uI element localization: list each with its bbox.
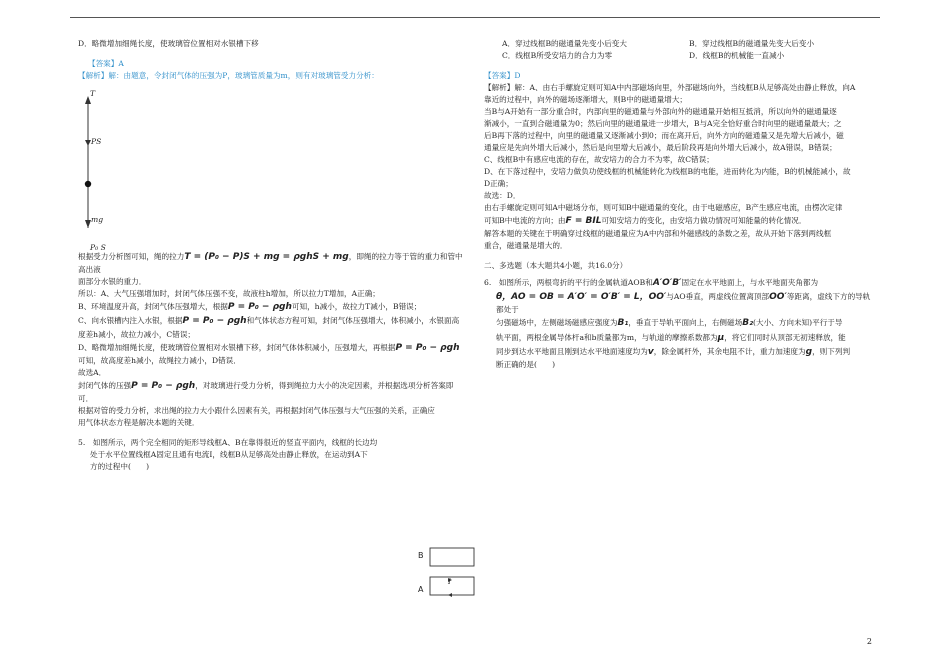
left-column — [78, 38, 470, 473]
q5-figure — [418, 545, 478, 605]
para-11: 可． — [78, 393, 94, 403]
r-para-4: 渐减小，一直到合磁通量为0；然后向里的磁通量进一步增大，B与A完全恰好重合时向里的磁通量最大；之 — [484, 118, 842, 128]
q6-line-1b: θ，AO = OB = A′O′ = O′B′ = L，OO′与AO垂直，两虚线位置离顶部OO′等距离，虚线下方的导轨都处于 — [496, 292, 871, 315]
r-para-14: 重合，磁通量是增大的． — [484, 240, 568, 250]
r-para-12: 可知B中电流的方向；由F = BIL可知安培力的变化，由安培力做功情况可知能量的转化情况． — [484, 215, 807, 226]
q6-line-1: 6. 如图所示，两根弯折的平行的金属轨道AOB和A′O′B′固定在水平地面上，与水平地面夹角都为 — [484, 277, 819, 288]
q6-line-2: 匀强磁场中，左侧磁场磁感应强度为B₁，垂直于导轨平面向上，右侧磁场B₂(大小、方向未知)平行于导 — [496, 318, 843, 329]
right-column — [484, 38, 876, 371]
q6-line-4: 同步到达水平地面且刚到达水平地面速度均为v，除金属杆外，其余电阻不计，重力加速度为g，则下列判 — [496, 346, 851, 357]
q5-label-I: I — [448, 578, 451, 586]
q5-line-3: 方的过程中( ) — [90, 461, 150, 471]
r-para-9: D正确； — [484, 178, 513, 188]
option-d-text: D．略微增加细绳长度，使玻璃管位置相对水银槽下移 — [78, 39, 259, 48]
r-para-3: 当B与A开始有一部分重合时，内部向里的磁通量与外部向外的磁通量开始相互抵消，所以向外的磁通量逐 — [484, 106, 837, 116]
para-8: 可知，故高度差h减小，故绳拉力减小，D错误． — [78, 355, 241, 365]
q5-line-2: 处于水平位置线框A固定且通有电流I，线框B从足够高处由静止释放，在运动到A下 — [90, 449, 368, 459]
r-para-5: 后B再下落的过程中，向里的磁通量又逐渐减小到0；而在离开后，向外方向的磁通量又是先增大后减小，磁 — [484, 130, 844, 140]
label-mg: mg — [91, 214, 104, 224]
r-para-8: D、在下落过程中，安培力做负功使线框的机械能转化为线框B的电能，进而转化为内能，B的机械能减小，故 — [484, 166, 851, 176]
para-2: 面部分水银的重力． — [78, 277, 147, 287]
q5-line-1: 5. 如图所示，两个完全相同的矩形导线框A、B在靠得很近的竖直平面内，线框的长边均 — [78, 437, 378, 447]
force-diagram-svg — [78, 82, 198, 232]
answer-label-right: 【答案】D — [484, 70, 521, 80]
q5-frames-svg — [418, 545, 478, 605]
r-para-10: 故选：D． — [484, 190, 521, 200]
analysis-intro: 【解析】解：由题意，令封闭气体的压强为P，玻璃管质量为m，则有对玻璃管受力分析： — [78, 70, 379, 80]
label-P0S: P₀ S — [90, 242, 106, 252]
section-2-heading: 二、多选题（本大题共4小题，共16.0分） — [484, 260, 628, 270]
label-T: T — [90, 88, 96, 98]
q5-label-B: B — [418, 551, 424, 560]
force-diagram — [78, 82, 198, 252]
para-12: 根据对管的受力分析，求出绳的拉力大小跟什么因素有关，再根据封闭气体压强与大气压强的关系，正确应 — [78, 405, 435, 415]
para-10: 封闭气体的压强P = P₀ − ρgh，对玻璃进行受力分析，得到绳拉力大小的决定因素，并根据选项分析答案即 — [78, 380, 454, 391]
para-5: C、向水银槽内注入水银，根据P = P₀ − ρgh和气体状态方程可知，封闭气体压强增大，体积减小，水银面高 — [78, 316, 460, 327]
r-para-6: 通量应是先向外增大后减小，然后是向里增大后减小，最后阶段再是向外增大后减小，故A错误，B错误； — [484, 142, 837, 152]
para-6: 度差h减小，故拉力减小，C错误； — [78, 329, 196, 339]
q6-line-3: 轨平面，两根金属导体杆a和b质量都为m，与轨道的摩擦系数都为μ，将它们同时从顶部无初速释放，能 — [496, 332, 846, 343]
r-para-2: 靠近的过程中，向外的磁场逐渐增大，则B中的磁通量增大； — [484, 94, 688, 104]
para-1: 根据受力分析图可知，绳的拉力T = (P₀ − P)S + mg = ρghS + mg，即绳的拉力等于管的重力和管中高出液 — [78, 251, 463, 275]
label-PS: PS — [91, 136, 102, 146]
r-para-7: C、线框B中有感应电流的存在，故安培力的合力不为零，故C错误； — [484, 154, 714, 164]
options-row-1: A．穿过线框B的磁通量先变小后变大 B．穿过线框B的磁通量先变大后变小 — [502, 39, 815, 48]
para-7: D、略微增加细绳长度，使玻璃管位置相对水银槽下移，封闭气体体积减小，压强增大，再根据P = P₀ − ρgh — [78, 342, 460, 353]
answer-label: 【答案】A — [88, 58, 124, 68]
para-4: B、环境温度升高，封闭气体压强增大，根据P = P₀ − ρgh可知，h减小，故拉力T减小，B错误； — [78, 302, 422, 313]
page-number: 2 — [866, 637, 872, 646]
q5-label-A: A — [418, 585, 424, 594]
options-row-2: C．线框B所受安培力的合力为零 D．线框B的机械能一直减小 — [502, 50, 785, 60]
r-para-11: 由右手螺旋定则可知A中磁场分布，则可知B中磁通量的变化，由于电磁感应，B产生感应电流，由楞次定律 — [484, 202, 843, 212]
r-para-1: 【解析】解：A、由右手螺旋定则可知A中内部磁场向里，外部磁场向外，当线框B从足够高处由静止释放，向A — [484, 82, 856, 92]
para-3: 所以：A、大气压强增加时，封闭气体压强不变，故液柱h增加，所以拉力T增加，A正确； — [78, 289, 380, 299]
header-rule — [70, 17, 880, 18]
para-13: 用气体状态方程是解决本题的关键． — [78, 417, 200, 427]
r-para-13: 解答本题的关键在于明确穿过线框的磁通量应为A中内部和外磁感线的条数之差，故从开始下落到两线框 — [484, 229, 832, 238]
q6-line-5: 断正确的是( ) — [496, 360, 556, 370]
para-9: 故选A． — [78, 367, 107, 377]
